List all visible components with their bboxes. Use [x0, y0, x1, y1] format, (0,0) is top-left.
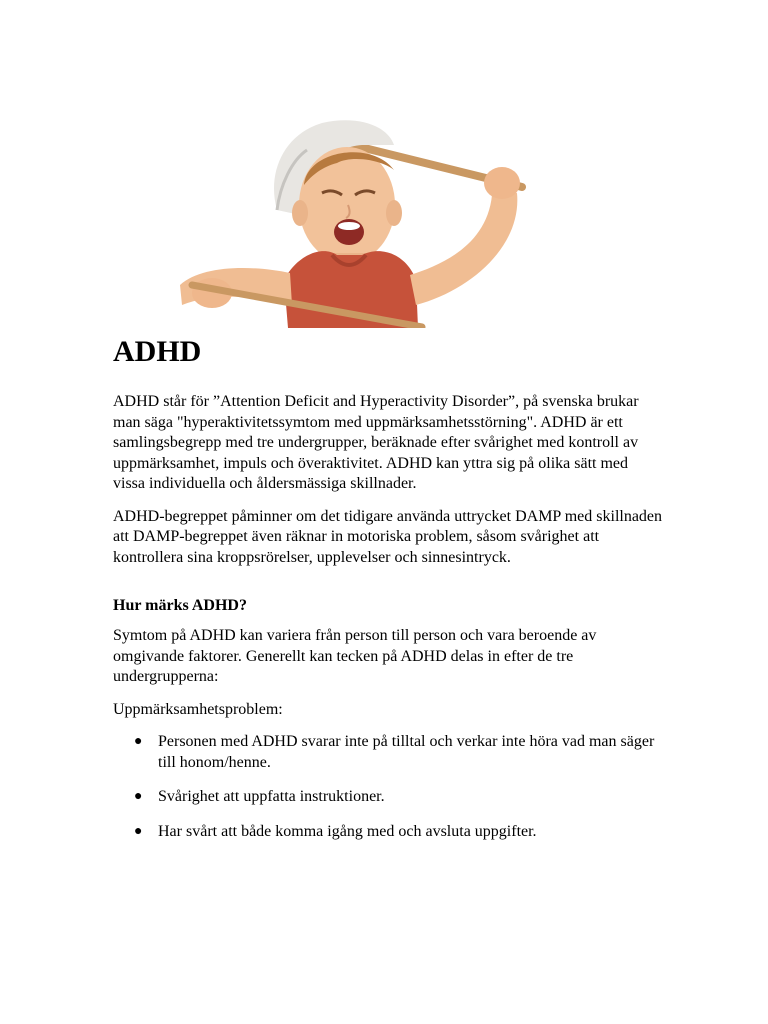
bullet-icon: ●: [134, 734, 143, 749]
intro-paragraph: ADHD står för ”Attention Deficit and Hyperactivity Disorder”, på svenska brukar man säga "hyperaktivitetssymtom med uppmärksamhetsstörning". ADHD är ett samlingsbegrepp med tre undergrupper, beräknade efter svårighet med kontroll av uppmärksamhet, impuls och överaktivitet. ADHD kan yttra sig på olika sätt med vissa individuella och åldersmässiga skillnader.: [113, 393, 639, 492]
list-item-text: Svårighet att uppfatta instruktioner.: [158, 788, 385, 805]
list-item-text: Har svårt att både komma igång med och avsluta uppgifter.: [158, 822, 537, 840]
bullet-icon: ●: [134, 789, 143, 804]
list-item: [113, 787, 663, 808]
list-item-text: Personen med ADHD svarar inte på tilltal och verkar inte höra vad man säger till honom/henne.: [158, 733, 655, 771]
list-item: [113, 822, 663, 843]
section-heading: Hur märks ADHD?: [113, 597, 247, 614]
article-body: [113, 334, 663, 856]
article-title: ADHD: [113, 335, 202, 368]
list-item: [113, 732, 663, 773]
damp-paragraph: ADHD-begreppet påminner om det tidigare använda uttrycket DAMP med skillnaden att DAMP-begreppet även räknar in motoriska problem, såsom svårighet att kontrollera sina kroppsrörelser, upplevelser och sinnesintryck.: [113, 507, 663, 566]
symptom-list: [113, 732, 663, 842]
bullet-icon: ●: [134, 823, 143, 839]
subgroup-label: Uppmärksamhetsproblem:: [113, 700, 283, 718]
section-intro-paragraph: Symtom på ADHD kan variera från person till person och vara beroende av omgivande faktorer. Generellt kan tecken på ADHD delas in efter de tre undergrupperna:: [113, 627, 597, 685]
boy-drumming-photo: [172, 115, 534, 328]
